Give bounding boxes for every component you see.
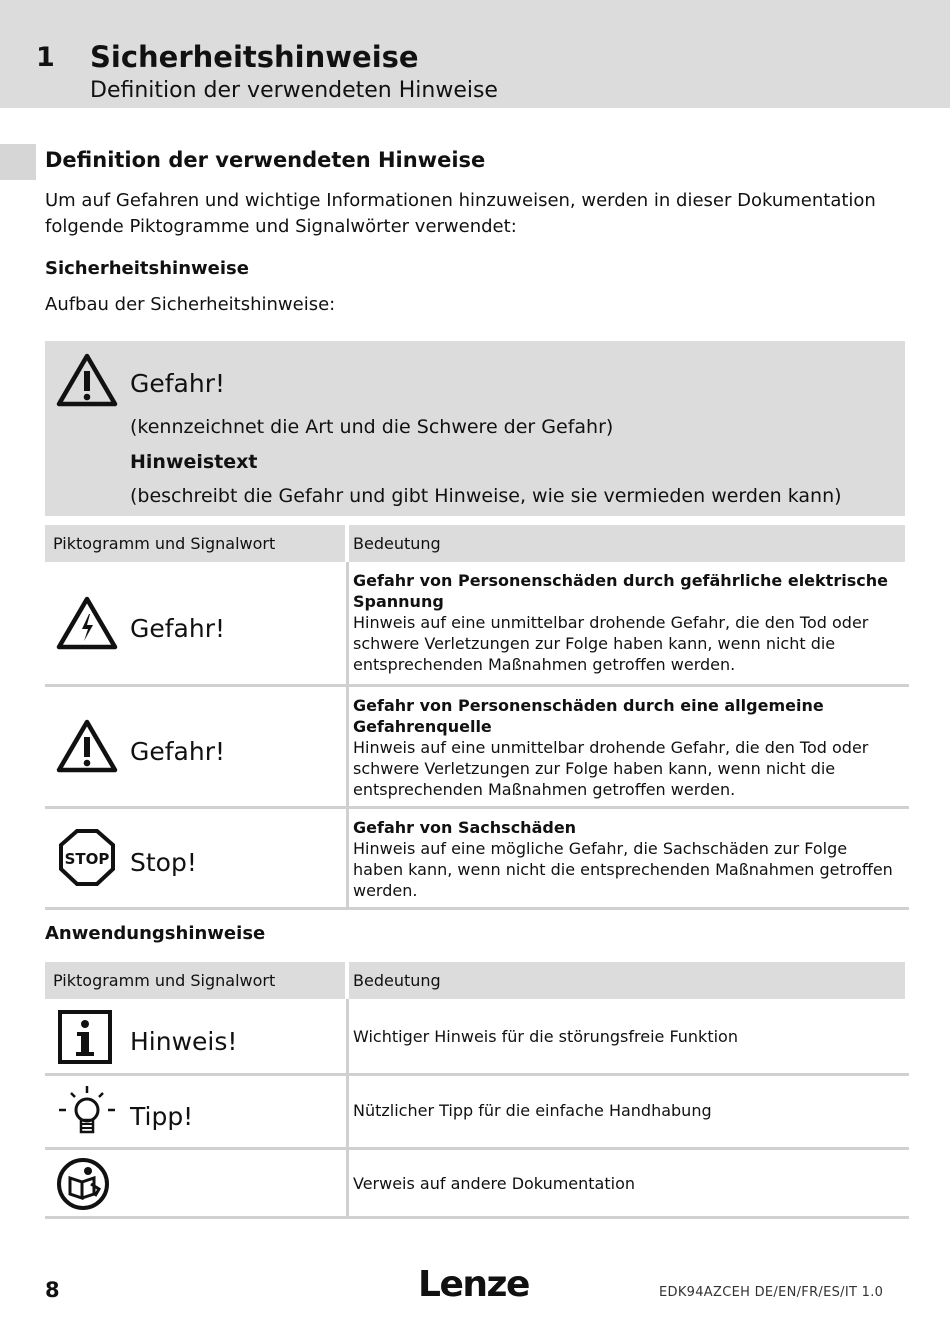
meaning-cell: Wichtiger Hinweis für die störungsfreie Funktion bbox=[353, 1027, 738, 1046]
application-heading: Anwendungshinweise bbox=[45, 923, 266, 944]
header-meaning: Bedeutung bbox=[349, 525, 905, 562]
lightbulb-icon bbox=[55, 1083, 119, 1141]
pictogram-cell bbox=[45, 1076, 345, 1147]
chapter-subtitle: Definition der verwendeten Hinweise bbox=[90, 78, 498, 103]
info-icon bbox=[55, 1009, 119, 1067]
table-row bbox=[45, 809, 909, 910]
row-title: Gefahr von Sachschäden bbox=[353, 818, 577, 837]
pictogram-cell bbox=[45, 999, 345, 1073]
pictogram-cell bbox=[45, 809, 345, 907]
documentation-reference-icon bbox=[55, 1156, 119, 1214]
row-text: Hinweis auf eine unmittelbar drohende Gefahr, die den Tod oder schwere Verletzungen zur Folge haben kann, wenn nicht die entsprechenden Maßnahmen getroffen werden. bbox=[353, 613, 869, 674]
pictogram-cell bbox=[45, 1150, 345, 1216]
chapter-header bbox=[0, 0, 950, 108]
lenze-logo: Lenze bbox=[418, 1264, 529, 1305]
pictogram-cell bbox=[45, 687, 345, 806]
application-notes-table bbox=[45, 962, 909, 1219]
signal-word: Stop! bbox=[130, 848, 197, 877]
row-title: Gefahr von Personenschäden durch gefährliche elektrische Spannung bbox=[353, 571, 888, 611]
example-line-2: Hinweistext bbox=[130, 451, 258, 473]
table-row bbox=[45, 999, 909, 1076]
example-line-1: (kennzeichnet die Art und die Schwere der Gefahr) bbox=[130, 416, 614, 438]
row-text: Hinweis auf eine mögliche Gefahr, die Sachschäden zur Folge haben kann, wenn nicht die entsprechenden Maßnahmen getroffen werden. bbox=[353, 839, 893, 900]
row-title: Gefahr von Personenschäden durch eine allgemeine Gefahrenquelle bbox=[353, 696, 824, 736]
general-hazard-icon bbox=[55, 717, 119, 775]
signal-word: Hinweis! bbox=[130, 1027, 238, 1056]
section-title: Definition der verwendeten Hinweise bbox=[45, 148, 486, 172]
intro-paragraph: Um auf Gefahren und wichtige Informationen hinzuweisen, werden in dieser Dokumentation folgende Piktogramme und Signalwörter verwendet: bbox=[45, 190, 876, 237]
header-pictogram: Piktogramm und Signalwort bbox=[45, 962, 345, 999]
warning-triangle-icon bbox=[55, 351, 119, 409]
example-line-3: (beschreibt die Gefahr und gibt Hinweise, wie sie vermieden werden kann) bbox=[130, 485, 842, 507]
header-meaning: Bedeutung bbox=[349, 962, 905, 999]
pictogram-cell bbox=[45, 562, 345, 684]
svg-text:STOP: STOP bbox=[64, 850, 110, 868]
example-signal-word: Gefahr! bbox=[130, 369, 226, 398]
meaning-cell bbox=[353, 695, 901, 800]
electric-hazard-icon bbox=[55, 594, 119, 652]
chapter-title: Sicherheitshinweise bbox=[90, 40, 419, 74]
example-safety-note bbox=[45, 341, 905, 516]
chapter-number: 1 bbox=[36, 42, 55, 73]
row-text: Hinweis auf eine unmittelbar drohende Gefahr, die den Tod oder schwere Verletzungen zur Folge haben kann, wenn nicht die entsprechenden Maßnahmen getroffen werden. bbox=[353, 738, 869, 799]
table-row bbox=[45, 687, 909, 809]
table-row bbox=[45, 1076, 909, 1150]
table-row bbox=[45, 562, 909, 687]
signal-word: Gefahr! bbox=[130, 737, 226, 766]
table-header bbox=[45, 525, 909, 562]
meaning-cell: Verweis auf andere Dokumentation bbox=[353, 1174, 636, 1193]
stop-sign-icon bbox=[55, 829, 119, 887]
header-pictogram: Piktogramm und Signalwort bbox=[45, 525, 345, 562]
signal-word: Gefahr! bbox=[130, 614, 226, 643]
signal-word: Tipp! bbox=[130, 1102, 194, 1131]
structure-label: Aufbau der Sicherheitshinweise: bbox=[45, 294, 336, 315]
meaning-cell: Nützlicher Tipp für die einfache Handhabung bbox=[353, 1101, 712, 1120]
table-header bbox=[45, 962, 909, 999]
meaning-cell bbox=[353, 817, 901, 901]
safety-notes-table bbox=[45, 525, 909, 910]
safety-heading: Sicherheitshinweise bbox=[45, 258, 249, 279]
document-code: EDK94AZCEH DE/EN/FR/ES/IT 1.0 bbox=[659, 1285, 884, 1300]
page-number: 8 bbox=[45, 1278, 60, 1302]
meaning-cell bbox=[353, 570, 901, 675]
table-row bbox=[45, 1150, 909, 1219]
section-marker bbox=[0, 144, 36, 180]
